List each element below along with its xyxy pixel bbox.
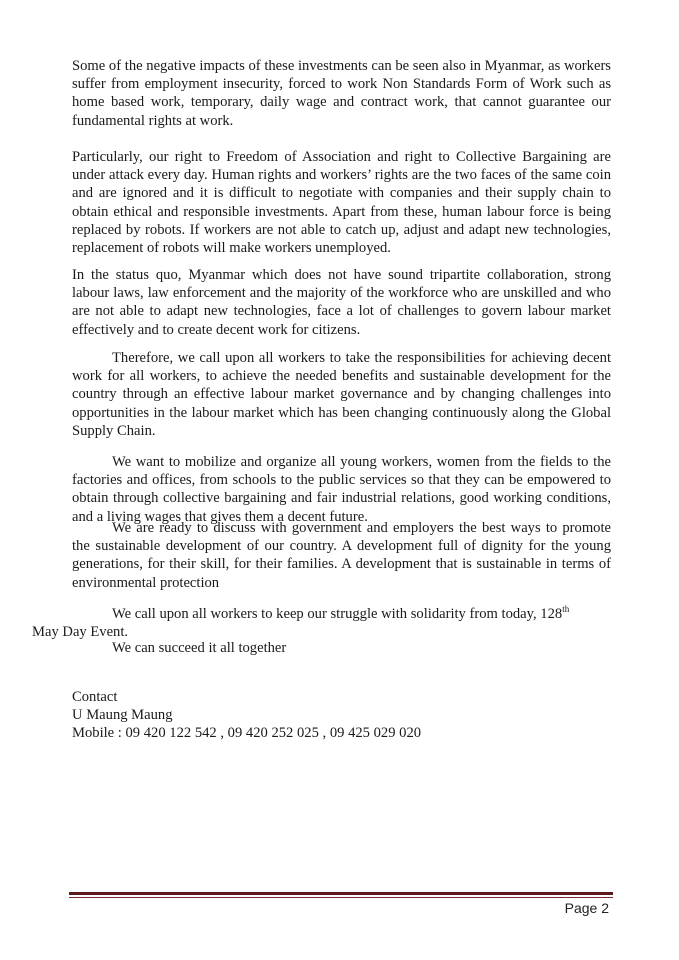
paragraph-status-quo: In the status quo, Myanmar which does not have sound tripartite collaboration, strong labour laws, law enforcement and the majority of the workforce who are unskilled and who are not able to adapt new technologies, face a lot of challenges to govern labour market effectively and to create decent work for citizens. bbox=[72, 267, 611, 338]
paragraph-ready-to-discuss: We are ready to discuss with government and employers the best ways to promote the sustainable development of our country. A development full of dignity for the young generations, for their skill, for their families. A development that is sustainable in terms of environmental protection bbox=[72, 520, 611, 591]
page-number: Page 2 bbox=[564, 900, 609, 916]
paragraph-call-upon-workers: Therefore, we call upon all workers to take the responsibilities for achieving decent work for all workers, to achieve the needed benefits and sustainable development for the country through an effective labour market governance and by changing challenges into opportunities in the labour market which has been changing continuously along the Global Supply Chain. bbox=[72, 350, 611, 439]
contact-mobile: Mobile : 09 420 122 542 , 09 420 252 025 , 09 425 029 020 bbox=[72, 725, 422, 742]
call-to-action-text: We call upon all workers to keep our struggle with solidarity from today, 128 bbox=[112, 606, 563, 622]
paragraph-freedom-of-association: Particularly, our right to Freedom of Association and right to Collective Bargaining are under attack every day. Human rights and workers’ rights are the two faces of the same coin and are ignored and it is difficult to negotiate with companies and their supply chain to obtain ethical and responsible investments. Apart from these, human labour force is being replaced by robots. If workers are not able to catch up, adjust and adapt new technologies, replacement of robots will make workers unemployed. bbox=[72, 149, 611, 257]
contact-block bbox=[72, 688, 421, 743]
closing-line: We can succeed it all together bbox=[112, 640, 287, 656]
ordinal-superscript: th bbox=[562, 604, 570, 615]
paragraph-call-to-action bbox=[32, 604, 611, 641]
footer-rule-thick bbox=[69, 892, 613, 895]
footer-rule-thin bbox=[69, 897, 613, 898]
contact-heading: Contact bbox=[72, 689, 118, 705]
contact-name: U Maung Maung bbox=[72, 707, 173, 724]
call-to-action-continuation: May Day Event. bbox=[32, 624, 129, 641]
paragraph-negative-impacts: Some of the negative impacts of these investments can be seen also in Myanmar, as workers suffer from employment insecurity, forced to work Non Standards Form of Work such as home based work, temporary, daily wage and contract work, that cannot guarantee our fundamental rights at work. bbox=[72, 58, 611, 129]
paragraph-mobilize-young-workers: We want to mobilize and organize all young workers, women from the fields to the factories and offices, from schools to the public services so that they can be empowered to obtain through collective bargaining and fair industrial relations, good working conditions, and a living wages that gives them a decent future. bbox=[72, 454, 611, 525]
